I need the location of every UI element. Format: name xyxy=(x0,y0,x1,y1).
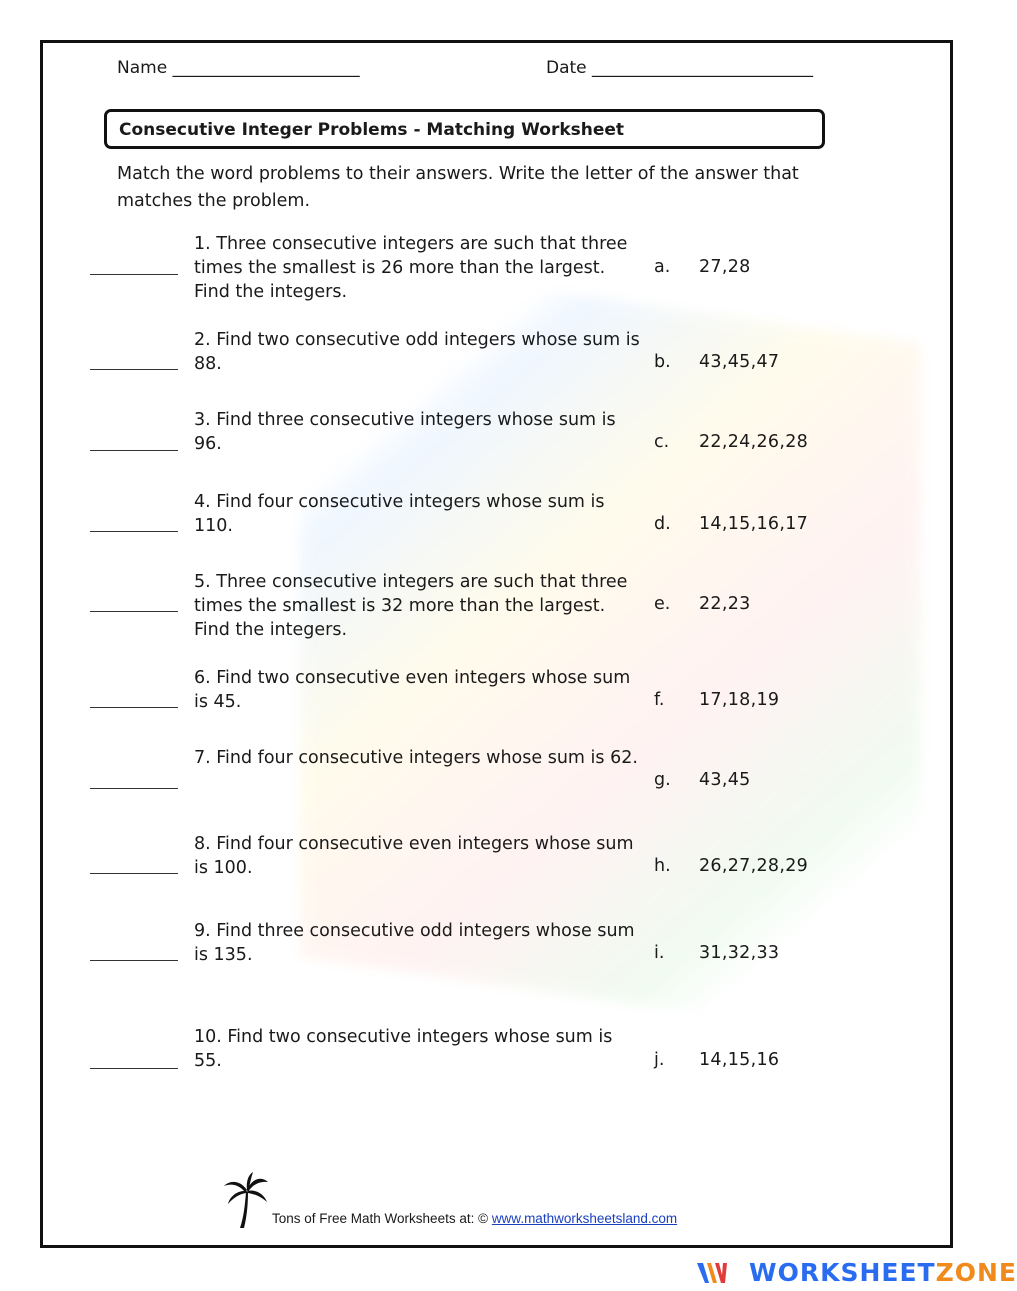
problem-10: 10. Find two consecutive integers whose sum is 55. xyxy=(194,1027,613,1071)
answer-blank-9 xyxy=(90,960,178,961)
date-field xyxy=(546,58,813,78)
answer-blank-8 xyxy=(90,873,178,874)
answer-b: 43,45,47 xyxy=(699,352,780,372)
instructions: Match the word problems to their answers. Write the letter of the answer that matches the problem. xyxy=(117,164,799,211)
answer-blank-10 xyxy=(90,1068,178,1069)
answer-letter-b: b. xyxy=(654,352,671,372)
problem-6: 6. Find two consecutive even integers whose sum is 45. xyxy=(194,668,631,712)
name-line: ______________________ xyxy=(172,58,360,78)
answer-letter-h: h. xyxy=(654,856,671,876)
problem-8: 8. Find four consecutive even integers whose sum is 100. xyxy=(194,834,634,878)
answer-letter-c: c. xyxy=(654,432,670,452)
answer-d: 14,15,16,17 xyxy=(699,514,809,534)
answer-blank-7 xyxy=(90,788,178,789)
answer-letter-j: j. xyxy=(654,1050,665,1070)
answer-j: 14,15,16 xyxy=(699,1050,780,1070)
date-label: Date xyxy=(546,58,587,78)
answer-f: 17,18,19 xyxy=(699,690,780,710)
footer-text: Tons of Free Math Worksheets at: © xyxy=(272,1211,489,1226)
answer-blank-4 xyxy=(90,531,178,532)
problem-1: 1. Three consecutive integers are such that three times the smallest is 26 more than the largest. Find the integers. xyxy=(194,234,628,302)
worksheetzone-brand xyxy=(749,1258,1017,1287)
name-field xyxy=(117,58,360,78)
problem-9: 9. Find three consecutive odd integers whose sum is 135. xyxy=(194,921,635,965)
answer-letter-f: f. xyxy=(654,690,665,710)
answer-letter-a: a. xyxy=(654,257,671,277)
brand-part-2: ZONE xyxy=(935,1258,1017,1287)
answer-blank-6 xyxy=(90,707,178,708)
answer-blank-1 xyxy=(90,274,178,275)
answer-a: 27,28 xyxy=(699,257,751,277)
answer-g: 43,45 xyxy=(699,770,751,790)
answer-blank-5 xyxy=(90,611,178,612)
answer-letter-e: e. xyxy=(654,594,671,614)
footer-credit xyxy=(272,1211,677,1226)
problem-3: 3. Find three consecutive integers whose sum is 96. xyxy=(194,410,616,454)
problem-4: 4. Find four consecutive integers whose sum is 110. xyxy=(194,492,605,536)
answer-letter-g: g. xyxy=(654,770,671,790)
problem-5: 5. Three consecutive integers are such that three times the smallest is 32 more than the largest. Find the integers. xyxy=(194,572,628,640)
worksheetzone-logo-icon xyxy=(695,1259,729,1287)
brand-part-1: WORKSHEET xyxy=(749,1258,936,1287)
answer-e: 22,23 xyxy=(699,594,751,614)
palm-tree-icon xyxy=(222,1172,270,1230)
problem-2: 2. Find two consecutive odd integers whose sum is 88. xyxy=(194,330,640,374)
answer-letter-d: d. xyxy=(654,514,671,534)
problem-7: 7. Find four consecutive integers whose sum is 62. xyxy=(194,748,638,768)
name-label: Name xyxy=(117,58,168,78)
answer-blank-3 xyxy=(90,450,178,451)
answer-i: 31,32,33 xyxy=(699,943,780,963)
answer-c: 22,24,26,28 xyxy=(699,432,809,452)
answer-h: 26,27,28,29 xyxy=(699,856,809,876)
answer-blank-2 xyxy=(90,369,178,370)
answer-letter-i: i. xyxy=(654,943,665,963)
footer-link[interactable]: www.mathworksheetsland.com xyxy=(491,1211,678,1226)
worksheet-title: Consecutive Integer Problems - Matching Worksheet xyxy=(104,109,825,149)
date-line: __________________________ xyxy=(592,58,814,78)
